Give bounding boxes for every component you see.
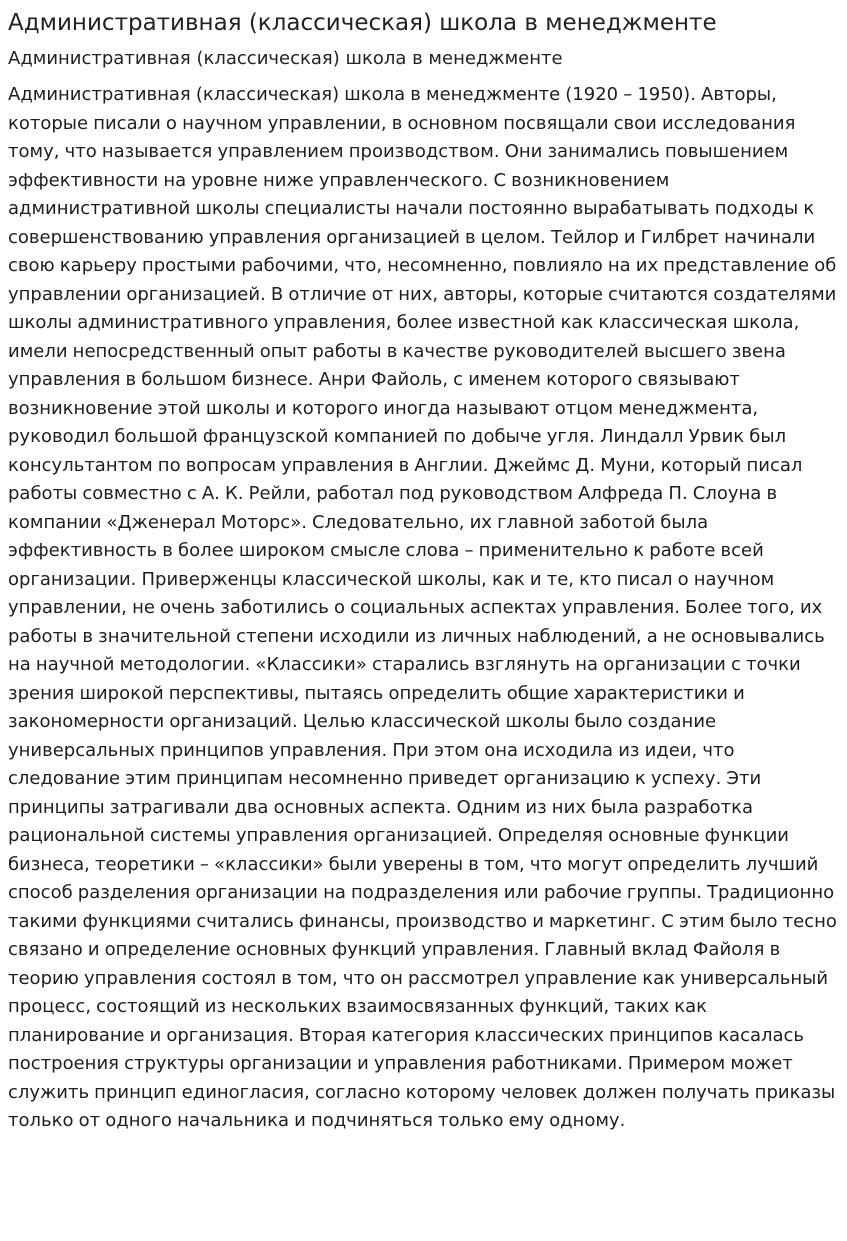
- page-title: Административная (классическая) школа в менеджменте: [8, 10, 717, 36]
- page-subtitle: Административная (классическая) школа в менеджменте: [8, 48, 563, 69]
- document-page: [8, 0, 840, 1136]
- body-paragraph: Административная (классическая) школа в менеджменте (1920 – 1950). Авторы, которые писали о научном управлении, в основном посвящали свои исследования тому, что называется управлением производством. Они занимались повышением эффективности на уровне ниже управленческого. С возникновением административной школы специалисты начали постоянно вырабатывать подходы к совершенствованию управления организацией в целом. Тейлор и Гилбрет начинали свою карьеру простыми рабочими, что, несомненно, повлияло на их представление об управлении организацией. В отличие от них, авторы, которые считаются создателями школы административного управления, более известной как классическая школа, имели непосредственный опыт работы в качестве руководителей высшего звена управления в большом бизнесе. Анри Файоль, с именем которого связывают возникновение этой школы и которого иногда называют отцом менеджмента, руководил большой французской компанией по добыче угля. Линдалл Урвик был консультантом по вопросам управления в Англии. Джеймс Д. Муни, который писал работы совместно с А. К. Рейли, работал под руководством Алфреда П. Слоуна в компании «Дженерал Моторс». Следовательно, их главной заботой была эффективность в более широком смысле слова – применительно к работе всей организации. Приверженцы классической школы, как и те, кто писал о научном управлении, не очень заботились о социальных аспектах управления. Более того, их работы в значительной степени исходили из личных наблюдений, а не основывались на научной методологии. «Классики» старались взглянуть на организации с точки зрения широкой перспективы, пытаясь определить общие характеристики и закономерности организаций. Целью классической школы было создание универсальных принципов управления. При этом она исходила из идеи, что следование этим принципам несомненно приведет организацию к успеху. Эти принципы затрагивали два основных аспекта. Одним из них была разработка рациональной системы управления организацией. Определяя основные функции бизнеса, теоретики – «классики» были уверены в том, что могут определить лучший способ разделения организации на подразделения или рабочие группы. Традиционно такими функциями считались финансы, производство и маркетинг. С этим было тесно связано и определение основных функций управления. Главный вклад Файоля в теорию управления состоял в том, что он рассмотрел управление как универсальный процесс, состоящий из нескольких взаимосвязанных функций, таких как планирование и организация. Вторая категория классических принципов касалась построения структуры организации и управления работниками. Примером может служить принцип единогласия, согласно которому человек должен получать приказы только от одного начальника и подчиняться только ему одному.: [8, 84, 837, 1131]
